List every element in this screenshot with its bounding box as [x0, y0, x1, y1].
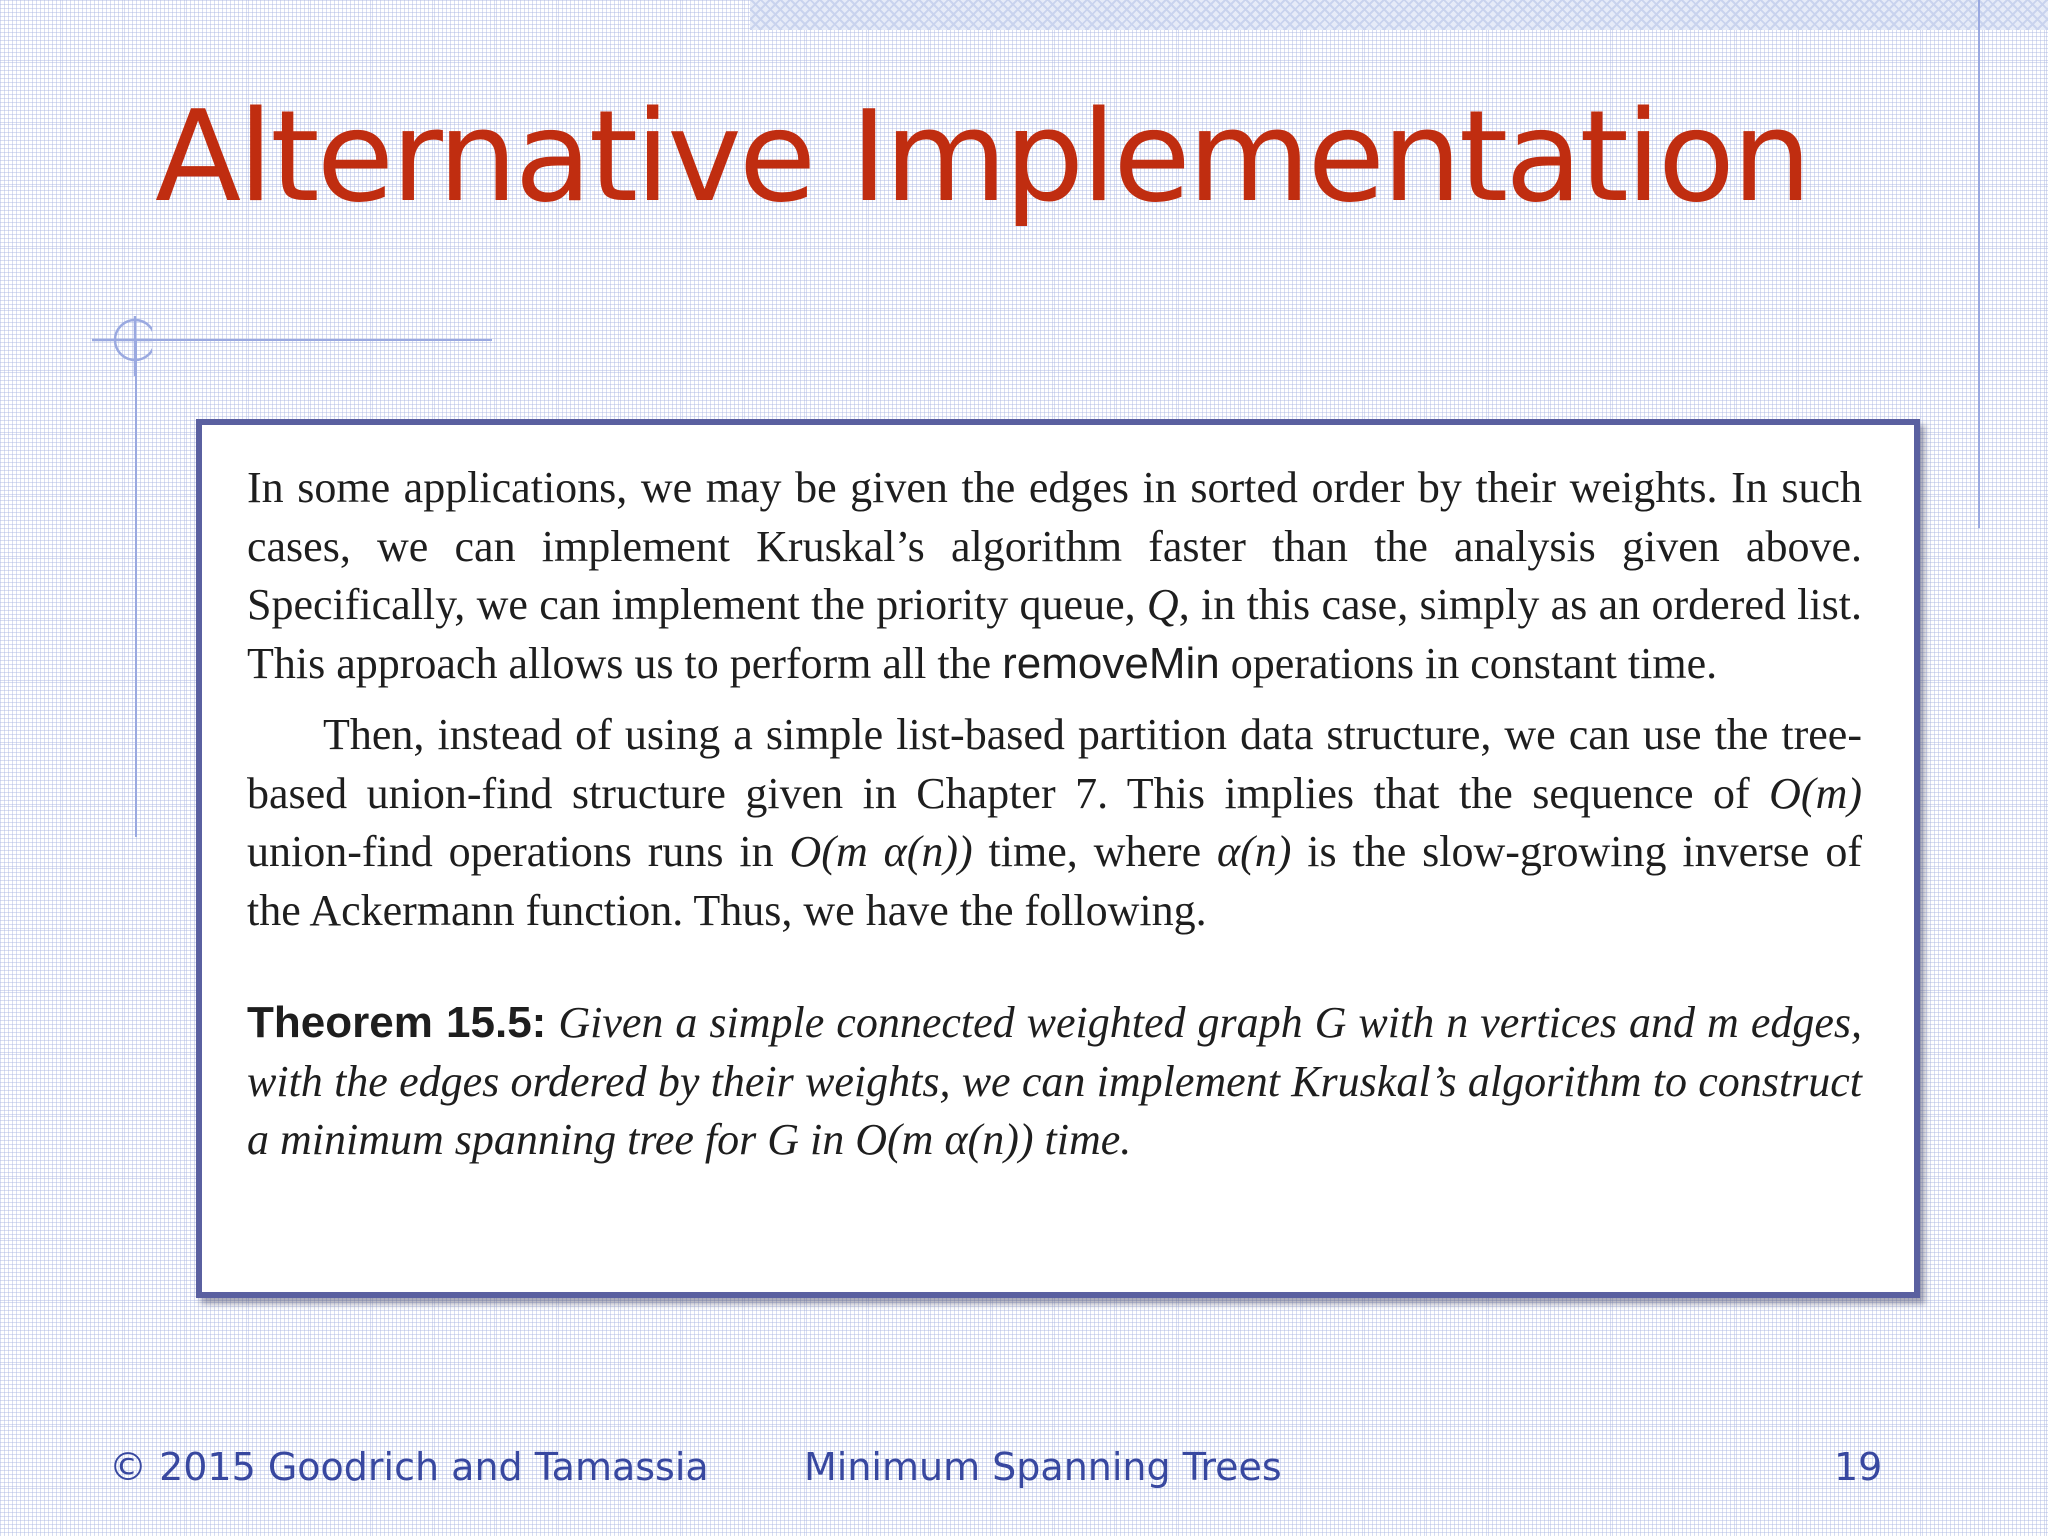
left-guide-line-horizontal — [135, 339, 492, 341]
textbook-excerpt — [196, 419, 1920, 1298]
crosshair-ornament-icon — [92, 316, 152, 376]
math-alpha: α(n) — [1216, 827, 1292, 876]
theorem-statement: Given a simple connected weighted graph G with n vertices and m edges, with the edges ordered by their weights, we can implement Kruskal’s algorithm to construct a minimum spanning tree for G in O(m α(n)) time. — [247, 998, 1862, 1164]
theorem — [247, 994, 1862, 1170]
right-guide-line — [1978, 0, 1980, 528]
excerpt-paragraph-1: In some applications, we may be given the edges in sorted order by their weights. In such cases, we can implement Kruskal’s algorithm faster than the analysis given above. Specifically, we can implement the priority queue, Q, in this case, simply as an ordered list. This approach allows us to perform all the removeMin operations in constant time. — [247, 463, 1862, 688]
math-time-bound: O(m α(n)) — [789, 827, 973, 876]
left-guide-line-vertical — [135, 339, 137, 837]
slide-title: Alternative Implementation — [155, 83, 1809, 230]
excerpt-paragraph-2: Then, instead of using a simple list-based partition data structure, we can use the tree-based union-find structure given in Chapter 7. This implies that the sequence of O(m) union-find operations runs in O(m α(n)) time, where α(n) is the slow-growing inverse of the Ackermann function. Thus, we have the following. — [247, 710, 1862, 935]
queue-variable: Q — [1146, 580, 1179, 629]
decorative-header-band — [750, 0, 2048, 30]
footer-page-number: 19 — [1834, 1445, 1883, 1489]
footer-copyright: © 2015 Goodrich and Tamassia — [109, 1445, 709, 1489]
math-om: O(m) — [1769, 768, 1862, 818]
theorem-label: Theorem 15.5: — [247, 998, 547, 1047]
method-name: removeMin — [1002, 638, 1220, 688]
footer-topic: Minimum Spanning Trees — [804, 1445, 1282, 1489]
